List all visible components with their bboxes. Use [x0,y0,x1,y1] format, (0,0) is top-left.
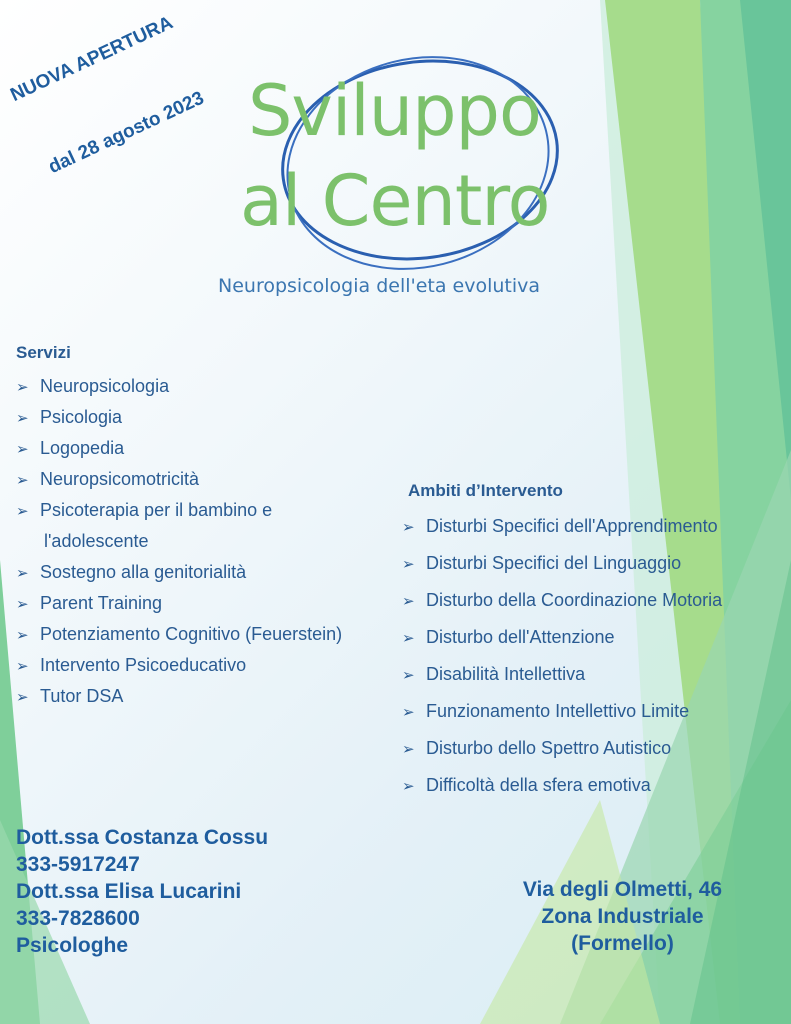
arrow-bullet-icon: ➢ [402,667,415,684]
list-item: ➢ Difficoltà della sfera emotiva [402,773,722,810]
address-street: Via degli Olmetti, 46 [522,878,723,901]
arrow-bullet-icon: ➢ [402,519,415,536]
contact-name-2: Dott.ssa Elisa Lucarini [16,880,242,903]
arrow-bullet-icon: ➢ [402,741,415,758]
list-item: ➢ Disturbo della Coordinazione Motoria [402,588,722,625]
ambiti-list [402,514,722,810]
arrow-bullet-icon: ➢ [16,503,29,520]
list-item: ➢ Parent Training [16,591,342,622]
list-item: ➢ Potenziamento Cognitivo (Feuerstein) [16,622,342,653]
arrow-bullet-icon: ➢ [16,658,29,675]
arrow-bullet-icon: ➢ [402,778,415,795]
logo-title-line1: Sviluppo [248,70,541,152]
list-item: ➢ Disturbo dello Spettro Autistico [402,736,722,773]
list-item: ➢ Neuropsicologia [16,374,342,405]
list-item-continuation: l'adolescente [44,531,149,551]
list-item: ➢ Disturbi Specifici del Linguaggio [402,551,722,588]
contact-phone-1: 333-5917247 [16,853,140,876]
address-zone: Zona Industriale [541,905,704,928]
list-item: ➢ Sostegno alla genitorialità [16,560,342,591]
arrow-bullet-icon: ➢ [16,689,29,706]
arrow-bullet-icon: ➢ [16,441,29,458]
services-title: Servizi [16,343,71,362]
arrow-bullet-icon: ➢ [402,630,415,647]
address-block [490,876,755,957]
list-item: ➢ Tutor DSA [16,684,342,715]
arrow-bullet-icon: ➢ [16,472,29,489]
arrow-bullet-icon: ➢ [16,379,29,396]
list-item: ➢ Neuropsicomotricità [16,467,342,498]
list-item: ➢ Intervento Psicoeducativo [16,653,342,684]
promo-date: dal 28 agosto 2023 [45,87,208,179]
list-item: ➢ Funzionamento Intellettivo Limite [402,699,722,736]
contacts-block [16,824,268,959]
arrow-bullet-icon: ➢ [16,627,29,644]
contact-role: Psicologhe [16,934,129,957]
arrow-bullet-icon: ➢ [16,596,29,613]
services-list [16,374,342,715]
list-item: ➢ Disturbi Specifici dell'Apprendimento [402,514,722,551]
arrow-bullet-icon: ➢ [16,410,29,427]
list-item: ➢ Logopedia [16,436,342,467]
contact-phone-2: 333-7828600 [16,907,140,930]
logo-title-line2: al Centro [240,160,550,242]
arrow-bullet-icon: ➢ [402,556,415,573]
logo-tagline: Neuropsicologia dell'eta evolutiva [218,275,541,297]
address-city: (Formello) [571,932,674,955]
list-item: ➢ Disabilità Intellettiva [402,662,722,699]
contact-name-1: Dott.ssa Costanza Cossu [16,826,269,849]
list-item: ➢ Psicoterapia per il bambino e [16,498,342,529]
list-item: ➢ Disturbo dell'Attenzione [402,625,722,662]
arrow-bullet-icon: ➢ [402,704,415,721]
arrow-bullet-icon: ➢ [16,565,29,582]
promo-opening: NUOVA APERTURA [7,12,177,107]
list-item: ➢ Psicologia [16,405,342,436]
ambiti-title: Ambiti d’Intervento [408,481,563,500]
arrow-bullet-icon: ➢ [402,593,415,610]
